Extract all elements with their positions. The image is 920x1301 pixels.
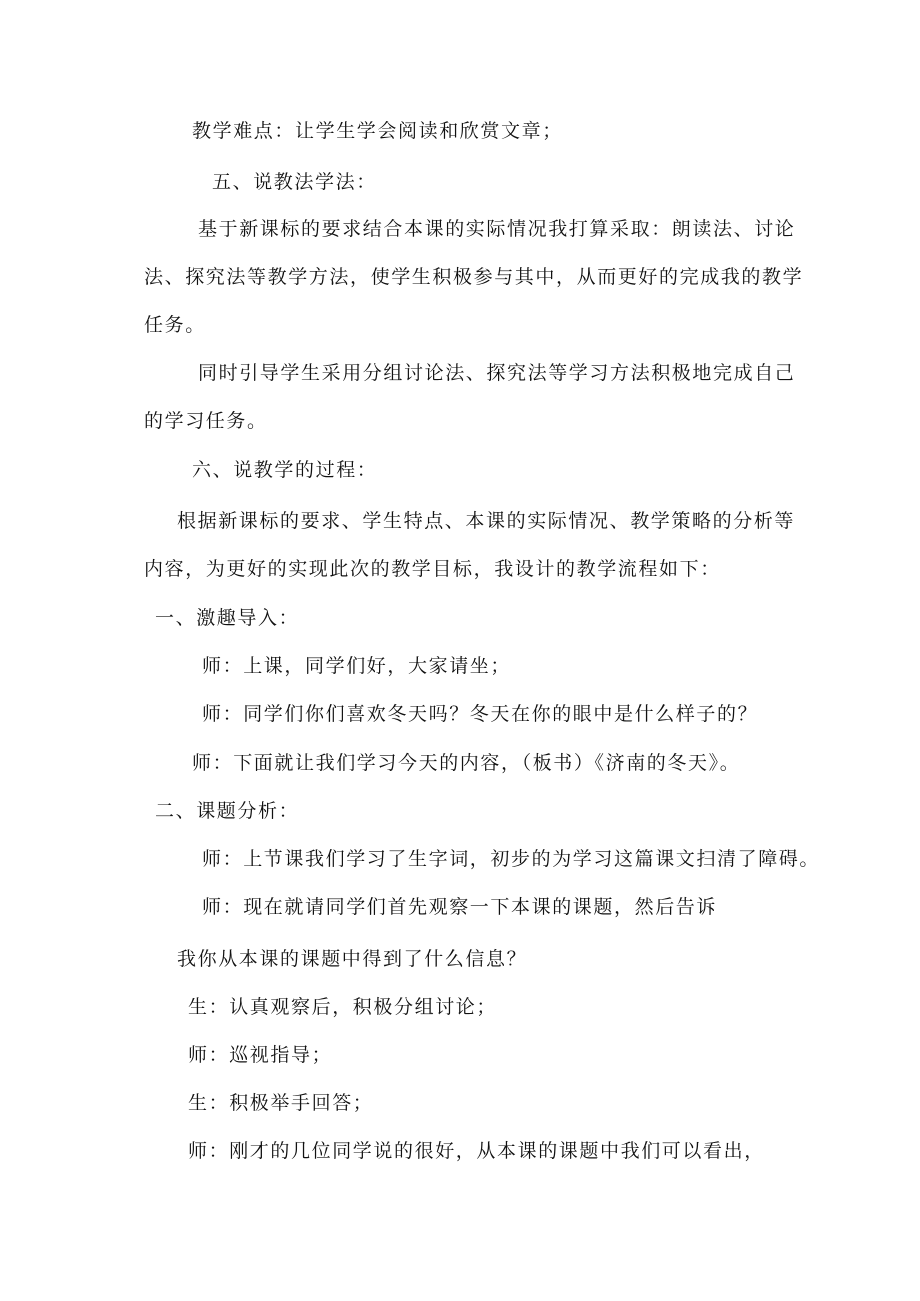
- paragraph-line: 任务。: [144, 314, 206, 336]
- dialogue-line: 师：巡视指导；: [188, 1044, 333, 1066]
- dialogue-line: 师：下面就让我们学习今天的内容，（板书）《济南的冬天》。: [192, 752, 741, 774]
- section-heading: 五、说教法学法：: [212, 171, 377, 193]
- paragraph-line: 根据新课标的要求、学生特点、本课的实际情况、教学策略的分析等: [177, 510, 796, 532]
- dialogue-line: 我你从本课的课题中得到了什么信息？: [177, 948, 528, 970]
- dialogue-line: 师：上课，同学们好，大家请坐；: [202, 655, 512, 677]
- dialogue-line: 师：同学们你们喜欢冬天吗？冬天在你的眼中是什么样子的？: [202, 703, 759, 725]
- dialogue-line: 师：刚才的几位同学说的很好，从本课的课题中我们可以看出，: [188, 1140, 765, 1162]
- paragraph-line: 基于新课标的要求结合本课的实际情况我打算采取：朗读法、讨论: [198, 218, 796, 240]
- dialogue-line: 师：上节课我们学习了生字词，初步的为学习这篇课文扫清了障碍。: [202, 848, 821, 870]
- paragraph-line: 的学习任务。: [144, 410, 268, 432]
- paragraph-line: 法、探究法等教学方法，使学生积极参与其中，从而更好的完成我的教学: [144, 266, 804, 288]
- dialogue-line: 师：现在就请同学们首先观察一下本课的课题，然后告诉: [202, 896, 718, 918]
- dialogue-line: 生：认真观察后，积极分组讨论；: [188, 996, 498, 1018]
- paragraph-line: 同时引导学生采用分组讨论法、探究法等学习方法积极地完成自己: [198, 362, 796, 384]
- paragraph-line: 内容，为更好的实现此次的教学目标，我设计的教学流程如下：: [144, 558, 721, 580]
- subsection-heading: 一、激趣导入：: [155, 607, 300, 629]
- paragraph-line: 教学难点：让学生学会阅读和欣赏文章；: [192, 120, 563, 142]
- subsection-heading: 二、课题分析：: [155, 800, 300, 822]
- section-heading: 六、说教学的过程：: [192, 459, 378, 481]
- dialogue-line: 生：积极举手回答；: [188, 1092, 374, 1114]
